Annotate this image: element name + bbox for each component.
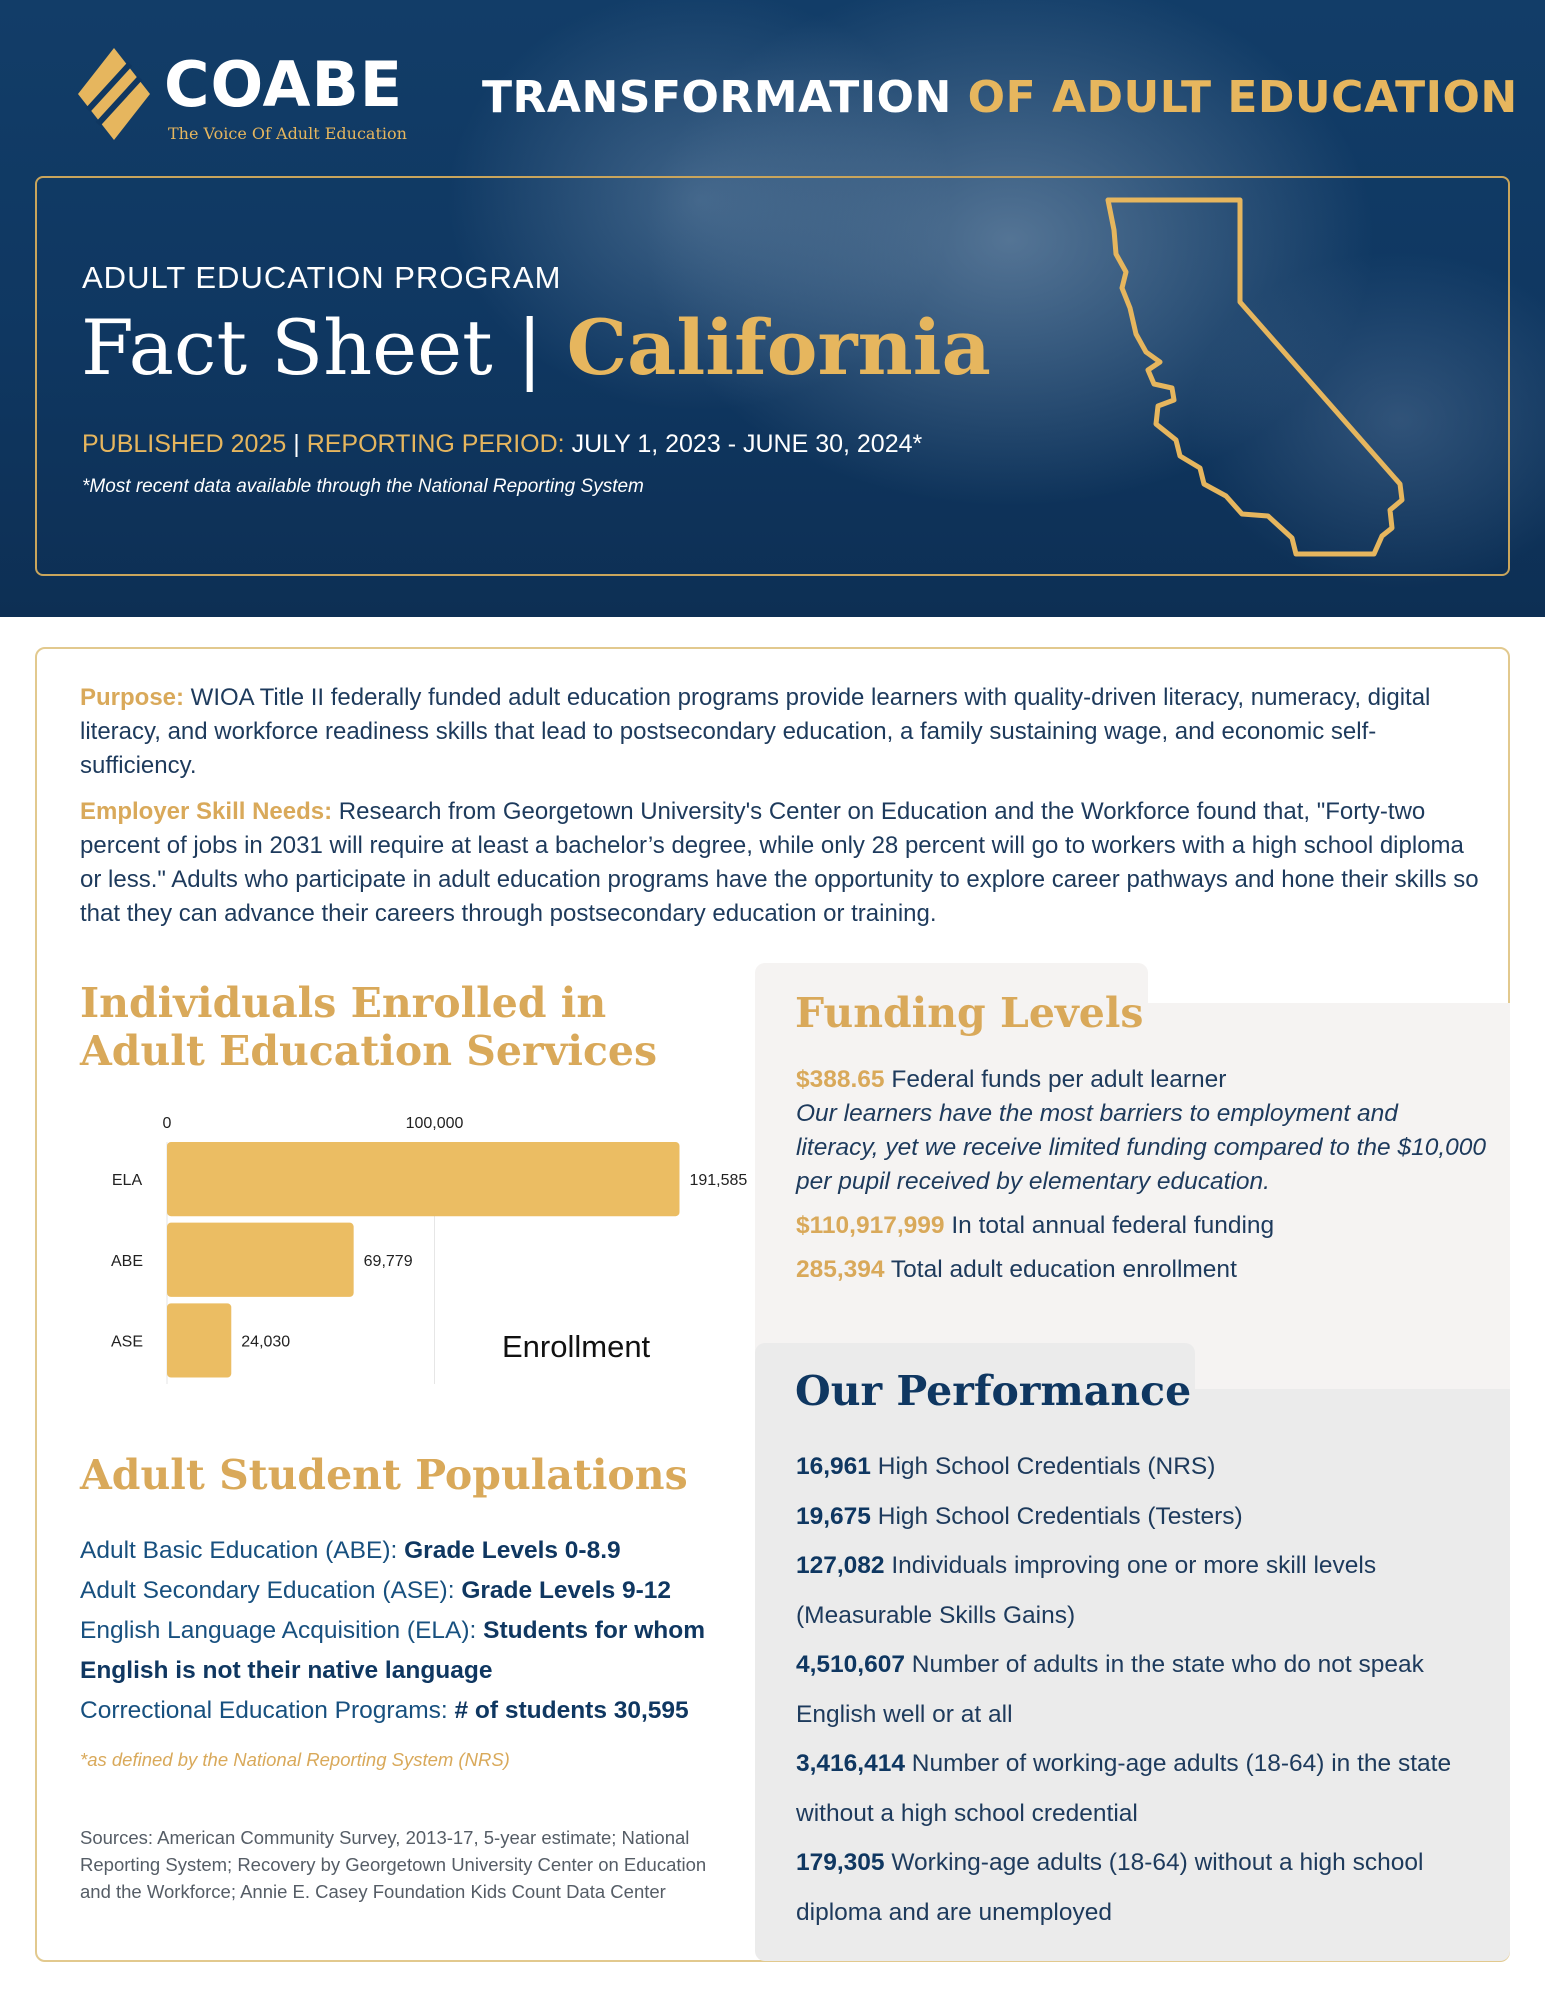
employer-label: Employer Skill Needs: <box>80 798 333 825</box>
employer-text: Research from Georgetown University's Center on Education and the Workforce found that, "Forty-two percent of jobs in 2031 will require at least a bachelor’s degree, while only 28 percent will go to workers with a high school diploma or less." Adults who participate in adult education programs have the opportunity to explore career pathways and hone their skills so that they can advance their careers through postsecondary education or training. <box>80 798 1479 927</box>
state-name: California <box>566 303 991 392</box>
chart-bar <box>167 1142 679 1216</box>
purpose-label: Purpose: <box>80 684 185 711</box>
performance-value: 127,082 <box>796 1552 885 1579</box>
page-title <box>81 303 991 392</box>
performance-text: High School Credentials (NRS) <box>870 1453 1216 1480</box>
reporting-period-value: JULY 1, 2023 - JUNE 30, 2024* <box>571 430 923 458</box>
performance-text: Individuals improving one or more skill levels (Measurable Skills Gains) <box>796 1552 1377 1629</box>
published-label: PUBLISHED 2025 <box>82 430 287 458</box>
intro-section <box>80 681 1480 943</box>
chart-tick-label: 0 <box>162 1115 172 1132</box>
performance-item <box>796 1640 1486 1739</box>
enrollment-bar-chart <box>77 1104 757 1384</box>
performance-item <box>796 1492 1486 1542</box>
funding-value: $388.65 <box>796 1066 885 1093</box>
program-label: ADULT EDUCATION PROGRAM <box>82 260 562 295</box>
purpose-text: WIOA Title II federally funded adult education programs provide learners with quality-driven literacy, numeracy, digital literacy, and workforce readiness skills that lead to postsecondary education, a family sustaining wage, and economic self-sufficiency. <box>80 684 1431 779</box>
logo-tagline: The Voice Of Adult Education <box>168 124 407 143</box>
enrollment-heading: Individuals Enrolled in Adult Education Services <box>80 979 658 1075</box>
population-value: Grade Levels 9-12 <box>461 1577 672 1604</box>
performance-value: 3,416,414 <box>796 1750 905 1777</box>
performance-text: Number of adults in the state who do not speak English well or at all <box>796 1651 1424 1728</box>
performance-item <box>796 1739 1486 1838</box>
chart-bar <box>167 1223 354 1297</box>
title-text: Fact Sheet <box>81 303 493 392</box>
performance-value: 179,305 <box>796 1849 885 1876</box>
performance-text: Working-age adults (18-64) without a high school diploma and are unemployed <box>796 1849 1424 1926</box>
funding-heading: Funding Levels <box>795 989 1144 1037</box>
performance-text: Number of working-age adults (18-64) in the state without a high school credential <box>796 1750 1452 1827</box>
chart-value-label: 191,585 <box>689 1172 748 1190</box>
performance-heading: Our Performance <box>795 1367 1192 1415</box>
funding-text: Federal funds per adult learner <box>884 1066 1227 1093</box>
coabe-diamond-icon <box>78 48 150 140</box>
population-label: English Language Acquisition (ELA): <box>80 1617 477 1644</box>
funding-body <box>796 1063 1486 1297</box>
performance-item <box>796 1442 1486 1492</box>
population-value: Grade Levels 0-8.9 <box>404 1537 621 1564</box>
title-separator: | <box>516 303 543 392</box>
populations-note: *as defined by the National Reporting System (NRS) <box>80 1749 510 1770</box>
performance-item <box>796 1541 1486 1640</box>
performance-text: High School Credentials (Testers) <box>870 1502 1243 1530</box>
performance-item <box>796 1838 1486 1937</box>
populations-heading: Adult Student Populations <box>80 1451 688 1499</box>
banner-heading <box>482 72 1518 123</box>
chart-category-label: ABE <box>110 1252 144 1270</box>
population-item-ase <box>80 1571 740 1611</box>
data-footnote: *Most recent data available through the National Reporting System <box>82 476 644 497</box>
banner-white-text: TRANSFORMATION <box>482 72 952 123</box>
banner-gold-text: OF ADULT EDUCATION <box>967 72 1518 123</box>
population-label: Adult Secondary Education (ASE): <box>80 1577 455 1604</box>
population-value: Students for whom English is not their native language <box>80 1617 706 1684</box>
population-value: # of students 30,595 <box>454 1697 689 1724</box>
chart-value-label: 69,779 <box>363 1252 413 1270</box>
reporting-period-label: REPORTING PERIOD: <box>306 430 565 458</box>
performance-list <box>796 1442 1486 1937</box>
chart-legend-label: Enrollment <box>502 1329 651 1364</box>
performance-value: 16,961 <box>796 1453 871 1480</box>
population-label: Correctional Education Programs: <box>80 1697 448 1724</box>
published-separator: | <box>293 430 300 458</box>
chart-value-label: 24,030 <box>241 1333 291 1351</box>
chart-tick-label: 100,000 <box>405 1115 464 1132</box>
funding-text: Total adult education enrollment <box>884 1256 1237 1283</box>
performance-value: 4,510,607 <box>796 1651 905 1678</box>
funding-total <box>796 1209 1486 1243</box>
populations-list <box>80 1531 740 1731</box>
logo-wordmark: COABE <box>164 48 404 121</box>
purpose-paragraph <box>80 681 1480 783</box>
performance-value: 19,675 <box>796 1502 871 1530</box>
population-item-ela <box>80 1611 740 1691</box>
california-map-icon <box>1100 192 1430 562</box>
funding-value: $110,917,999 <box>796 1212 945 1239</box>
funding-per-learner <box>796 1063 1486 1097</box>
coabe-logo[interactable] <box>78 48 438 148</box>
funding-note: Our learners have the most barriers to employment and literacy, yet we receive limited funding compared to the $10,000 per pupil received by elementary education. <box>796 1100 1487 1195</box>
chart-category-label: ELA <box>111 1172 143 1190</box>
population-item-correctional <box>80 1691 740 1731</box>
publication-line <box>82 430 922 459</box>
funding-text: In total annual federal funding <box>944 1212 1275 1239</box>
sources-text: Sources: American Community Survey, 2013-17, 5-year estimate; National Reporting System; Recovery by Georgetown University Center on Education and the Workforce; Annie E. Casey Foundation Kids Count Data Center <box>80 1827 707 1902</box>
chart-category-label: ASE <box>110 1333 144 1351</box>
employer-paragraph <box>80 795 1480 931</box>
content-card <box>35 647 1510 1962</box>
population-label: Adult Basic Education (ABE): <box>80 1537 398 1564</box>
funding-enrollment <box>796 1253 1486 1287</box>
population-item-abe <box>80 1531 740 1571</box>
funding-value: 285,394 <box>796 1256 885 1283</box>
hero-header <box>0 0 1545 617</box>
chart-bar <box>167 1303 231 1377</box>
